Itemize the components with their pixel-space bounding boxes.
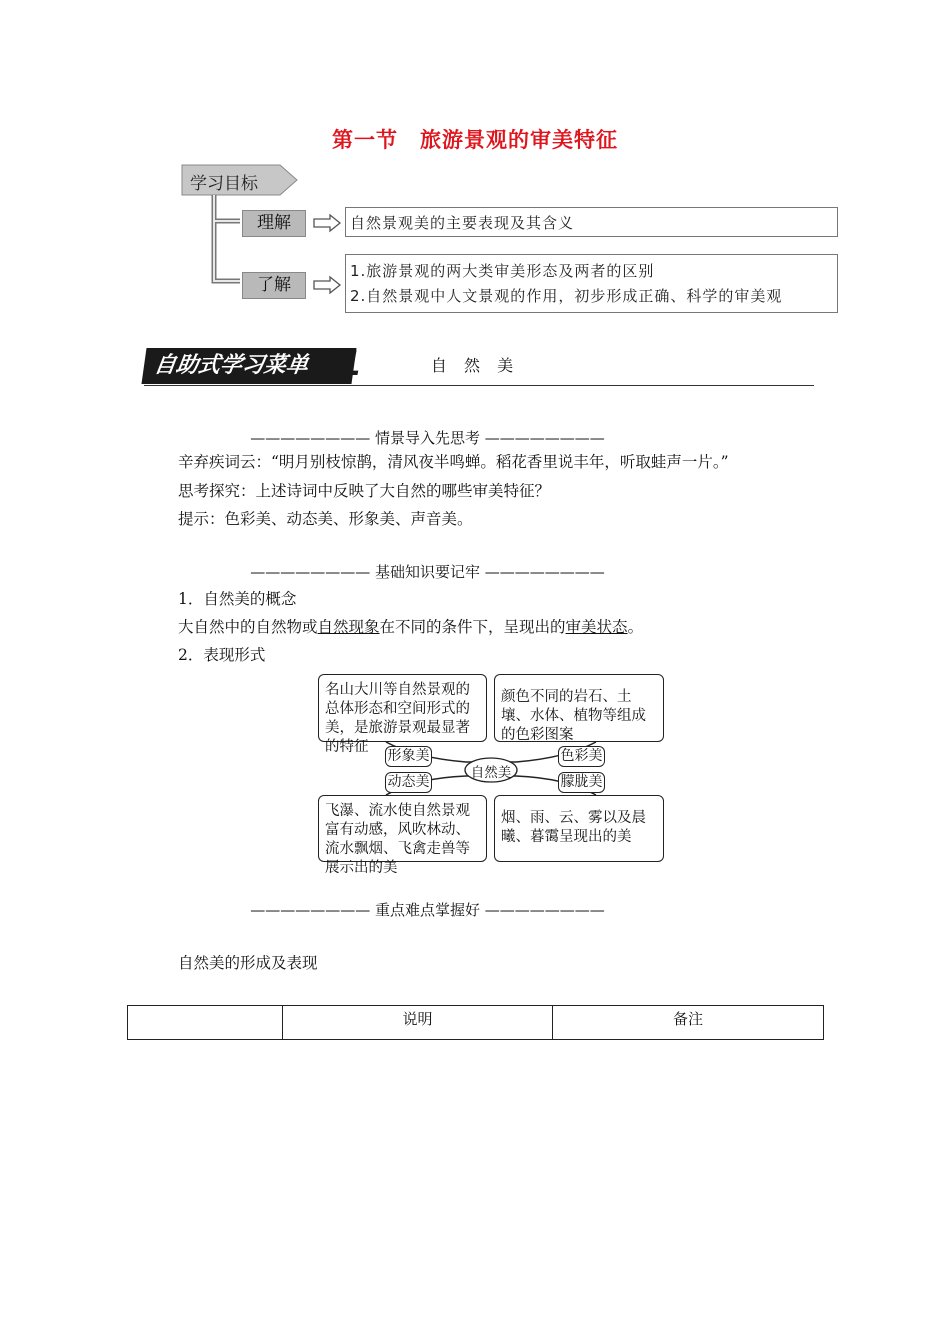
label-hazy-beauty: 朦胧美 [558, 772, 605, 793]
summary-table [127, 1005, 824, 1040]
box-hazy-beauty: 烟、雨、云、雾以及晨曦、暮霭呈现出的美 [494, 795, 664, 862]
table-header-cell [128, 1006, 283, 1040]
center-label: 自然美 [470, 765, 512, 781]
hint-answer: 提示：色彩美、动态美、形象美、声音美。 [178, 510, 473, 528]
heading-basics: ———————— 基础知识要记牢 ———————— [250, 563, 605, 581]
section-banner: 自助式学习菜单 [141, 348, 356, 384]
know-list [345, 254, 838, 313]
heading-key-points: ———————— 重点难点掌握好 ———————— [250, 901, 605, 919]
poem-quote: 辛弃疾词云：“明月别枝惊鹊，清风夜半鸣蝉。稻花香里说丰年，听取蛙声一片。” [178, 453, 729, 471]
arrow-right-icon [312, 213, 342, 233]
label-color-beauty: 色彩美 [558, 746, 605, 767]
know-item: 1.旅游景观的两大类审美形态及两者的区别 [350, 262, 655, 280]
item-concept: 1．自然美的概念 [178, 590, 297, 608]
think-question: 思考探究：上述诗词中反映了大自然的哪些审美特征？ [178, 482, 551, 500]
box-shape-beauty: 名山大川等自然景观的总体形态和空间形式的美，是旅游景观最显著的特征 [318, 674, 487, 742]
heading-scenario: ———————— 情景导入先思考 ———————— [250, 429, 605, 447]
objectives-tag: 学习目标 [190, 174, 258, 194]
divider [144, 385, 814, 386]
table-header-cell: 说明 [283, 1006, 553, 1040]
level-know: 了解 [242, 272, 306, 299]
item-forms: 2．表现形式 [178, 646, 266, 664]
arrow-right-icon [312, 275, 342, 295]
concept-definition: 大自然中的自然物或自然现象在不同的条件下，呈现出的审美状态。 [178, 618, 644, 636]
subsection-title: 自然美的形成及表现 [178, 954, 318, 972]
level-understand: 理解 [242, 210, 306, 237]
page-title: 第一节 旅游景观的审美特征 [332, 128, 618, 152]
box-color-beauty: 颜色不同的岩石、土壤、水体、植物等组成的色彩图案 [494, 674, 664, 742]
label-shape-beauty: 形象美 [385, 746, 432, 767]
box-dynamic-beauty: 飞瀑、流水使自然景观富有动感，风吹林动、流水飘烟、飞禽走兽等展示出的美 [318, 795, 487, 862]
know-item: 2.自然景观中人文景观的作用，初步形成正确、科学的审美观 [350, 287, 783, 305]
section-number: 01 [315, 344, 363, 384]
section-title: 自 然 美 [430, 356, 520, 375]
label-dynamic-beauty: 动态美 [385, 772, 432, 793]
understand-text: 自然景观美的主要表现及其含义 [345, 207, 838, 237]
table-header-row [128, 1006, 824, 1040]
table-header-cell: 备注 [553, 1006, 824, 1040]
